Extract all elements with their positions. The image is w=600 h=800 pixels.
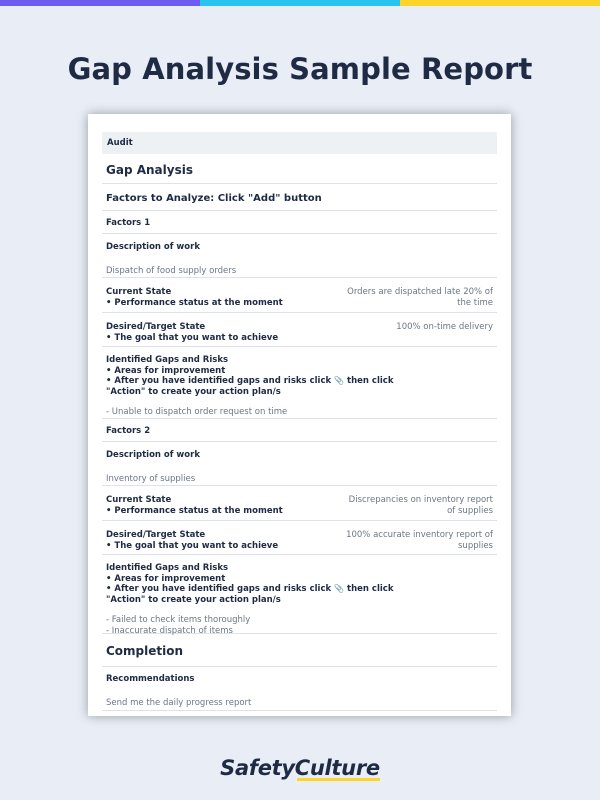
description-label: Description of work <box>106 242 200 252</box>
desired-state-label: Desired/Target State <box>106 322 206 332</box>
desired-state-value: 100% accurate inventory report of supplies <box>346 530 493 551</box>
top-color-bar <box>0 0 600 6</box>
gaps-risks-row <box>102 347 497 419</box>
factors-prompt: Factors to Analyze: Click "Add" button <box>102 184 497 211</box>
description-value: Inventory of supplies <box>106 474 196 484</box>
current-state-sub: • Performance status at the moment <box>106 506 283 516</box>
desired-state-label: Desired/Target State <box>106 530 206 540</box>
desired-state-sub: • The goal that you want to achieve <box>106 541 279 551</box>
current-state-label: Current State <box>106 287 172 297</box>
top-bar-segment-purple <box>0 0 200 6</box>
report-title: Gap Analysis <box>102 154 497 184</box>
current-state-sub: • Performance status at the moment <box>106 298 283 308</box>
risk-item: - Unable to dispatch order request on time <box>106 407 288 417</box>
description-row <box>102 234 497 278</box>
description-label: Description of work <box>106 450 200 460</box>
top-bar-segment-yellow <box>400 0 600 6</box>
current-state-value: Discrepancies on inventory report of supplies <box>348 495 493 516</box>
gaps-risks-row <box>102 555 497 634</box>
factor-label: Factors 1 <box>102 211 497 234</box>
gaps-label: Identified Gaps and Risks <box>106 355 229 365</box>
risk-item: - Inaccurate dispatch of items <box>106 625 233 636</box>
factor-label: Factors 2 <box>102 419 497 442</box>
gaps-bullet-2-text: • After you have identified gaps and risks click <box>106 584 335 594</box>
recommendations-row <box>102 667 497 711</box>
gaps-bullet-2 <box>106 376 493 387</box>
paperclip-icon: 📎 <box>334 584 345 593</box>
current-state-label: Current State <box>106 495 172 505</box>
desired-state-value: 100% on-time delivery <box>396 322 493 332</box>
recommendations-label: Recommendations <box>106 674 195 684</box>
gaps-bullet-3: "Action" to create your action plan/s <box>106 594 281 605</box>
gaps-bullet-2 <box>106 584 493 595</box>
gaps-bullet-1: • Areas for improvement <box>106 573 226 584</box>
desired-state-sub: • The goal that you want to achieve <box>106 333 279 343</box>
completion-heading: Completion <box>102 634 497 667</box>
report-content <box>102 132 497 711</box>
current-state-row <box>102 486 497 521</box>
gaps-bullet-2-text: • After you have identified gaps and risks click <box>106 376 335 386</box>
gaps-bullet-1: • Areas for improvement <box>106 365 226 376</box>
report-card <box>88 114 511 716</box>
top-bar-segment-blue <box>200 0 400 6</box>
desired-state-row <box>102 521 497 555</box>
current-state-row <box>102 278 497 313</box>
page-title: Gap Analysis Sample Report <box>67 52 533 86</box>
description-row <box>102 442 497 486</box>
desired-state-row <box>102 313 497 347</box>
risk-item: - Failed to check items thoroughly <box>106 615 251 625</box>
section-header: Audit <box>102 132 497 154</box>
recommendations-value: Send me the daily progress report <box>106 698 252 708</box>
current-state-value: Orders are dispatched late 20% of the time <box>347 287 493 308</box>
gaps-bullet-2-tail: then click <box>344 584 394 594</box>
description-value: Dispatch of food supply orders <box>106 266 237 276</box>
safetyculture-logo <box>0 756 600 780</box>
gaps-label: Identified Gaps and Risks <box>106 563 229 573</box>
gaps-bullet-3: "Action" to create your action plan/s <box>106 386 281 397</box>
paperclip-icon: 📎 <box>334 376 345 385</box>
logo-text-culture: Culture <box>294 756 380 780</box>
gaps-bullet-2-tail: then click <box>344 376 394 386</box>
logo-text-safety: Safety <box>220 756 295 780</box>
